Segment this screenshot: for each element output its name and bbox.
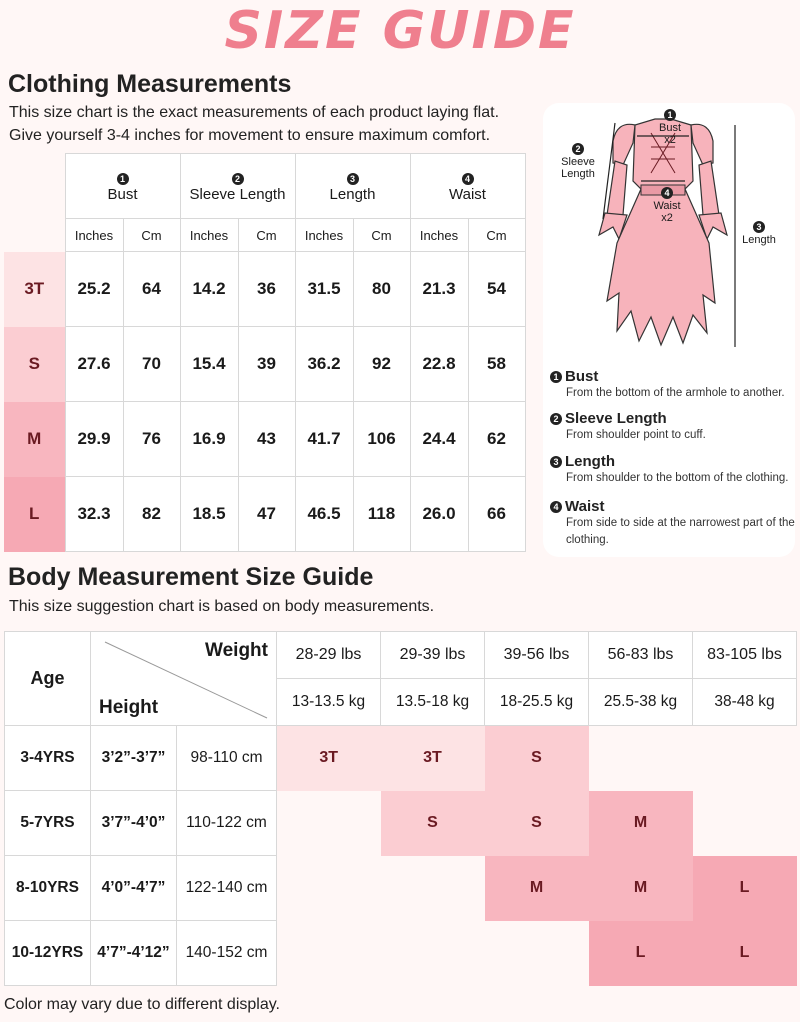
length-diagram-label [738, 221, 780, 246]
number-badge: 1 [117, 173, 129, 185]
table-cell: 64 [123, 252, 180, 327]
table-cell: 106 [353, 402, 410, 477]
table-row [4, 477, 525, 552]
age-cell: 8-10YRS [5, 856, 91, 921]
waist-x2-text: x2 [661, 212, 673, 224]
clothing-heading: Clothing Measurements [8, 70, 292, 98]
table-cell: 41.7 [295, 402, 353, 477]
weight-kg: 13.5-18 kg [381, 679, 485, 726]
size-label: S [4, 327, 65, 402]
size-cell: S [485, 791, 589, 856]
size-label: L [4, 477, 65, 552]
table-cell: 32.3 [65, 477, 123, 552]
number-badge: 3 [347, 173, 359, 185]
body-measurement-table [4, 631, 797, 986]
height-cm-cell: 98-110 cm [177, 726, 277, 791]
size-cell [693, 726, 797, 791]
table-cell: 16.9 [180, 402, 238, 477]
size-cell [277, 791, 381, 856]
legend-desc: From side to side at the narrowest part of the clothing. [566, 517, 795, 546]
col-label: Sleeve Length [189, 186, 286, 203]
weight-kg: 38-48 kg [693, 679, 797, 726]
table-cell: 80 [353, 252, 410, 327]
legend-title: Waist [565, 498, 605, 515]
age-cell: 10-12YRS [5, 921, 91, 986]
col-header-sleeve [180, 154, 295, 219]
unit-cm: Cm [353, 219, 410, 252]
age-header: Age [5, 632, 91, 726]
height-cm-cell: 110-122 cm [177, 791, 277, 856]
table-row [5, 726, 797, 791]
unit-inches: Inches [410, 219, 468, 252]
body-desc: This size suggestion chart is based on body measurements. [9, 598, 435, 615]
waist-text: Waist [653, 200, 681, 212]
size-cell: 3T [277, 726, 381, 791]
table-cell: 25.2 [65, 252, 123, 327]
table-row [4, 402, 525, 477]
size-cell: S [381, 791, 485, 856]
table-row [5, 921, 797, 986]
number-badge: 3 [550, 456, 562, 468]
number-badge: 4 [550, 501, 562, 513]
table-cell: 31.5 [295, 252, 353, 327]
table-cell: 36 [238, 252, 295, 327]
legend-desc: From the bottom of the armhole to another. [566, 387, 785, 399]
number-badge: 4 [462, 173, 474, 185]
weight-kg: 13-13.5 kg [277, 679, 381, 726]
size-label: 3T [4, 252, 65, 327]
table-cell: 22.8 [410, 327, 468, 402]
sleeve-diagram-label [556, 143, 600, 180]
weight-lbs: 39-56 lbs [485, 632, 589, 679]
number-badge: 2 [550, 413, 562, 425]
unit-cm: Cm [468, 219, 525, 252]
bust-text: Bust [659, 122, 682, 134]
size-cell: S [485, 726, 589, 791]
size-cell: L [693, 856, 797, 921]
table-cell: 21.3 [410, 252, 468, 327]
col-label: Waist [449, 186, 486, 203]
col-label: Bust [107, 186, 138, 203]
unit-cm: Cm [238, 219, 295, 252]
weight-kg: 18-25.5 kg [485, 679, 589, 726]
table-cell: 54 [468, 252, 525, 327]
legend-desc: From shoulder point to cuff. [566, 429, 706, 441]
legend-item-length [550, 453, 796, 487]
table-cell: 14.2 [180, 252, 238, 327]
age-cell: 3-4YRS [5, 726, 91, 791]
height-ft-cell: 3’2”-3’7” [91, 726, 177, 791]
table-corner [4, 219, 65, 252]
size-label: M [4, 402, 65, 477]
legend-title: Sleeve Length [565, 410, 667, 427]
unit-inches: Inches [65, 219, 123, 252]
size-cell: M [485, 856, 589, 921]
weight-lbs: 29-39 lbs [381, 632, 485, 679]
table-cell: 27.6 [65, 327, 123, 402]
color-disclaimer: Color may vary due to different display. [4, 996, 280, 1013]
table-row [4, 327, 525, 402]
table-cell: 29.9 [65, 402, 123, 477]
table-cell: 62 [468, 402, 525, 477]
height-ft-cell: 4’7”-4’12” [91, 921, 177, 986]
sleeve-text-1: Sleeve [561, 156, 595, 168]
height-label: Height [99, 697, 159, 718]
height-cm-cell: 122-140 cm [177, 856, 277, 921]
table-cell: 18.5 [180, 477, 238, 552]
col-header-length [295, 154, 410, 219]
weight-kg: 25.5-38 kg [589, 679, 693, 726]
col-header-waist [410, 154, 525, 219]
weight-label: Weight [205, 640, 268, 661]
page-title: SIZE GUIDE [224, 1, 576, 61]
table-cell: 43 [238, 402, 295, 477]
body-heading: Body Measurement Size Guide [8, 563, 374, 591]
size-cell: 3T [381, 726, 485, 791]
sleeve-text-2: Length [561, 168, 595, 180]
size-cell [485, 921, 589, 986]
size-cell [381, 921, 485, 986]
dress-icon [599, 119, 727, 345]
table-cell: 36.2 [295, 327, 353, 402]
table-cell: 92 [353, 327, 410, 402]
legend-item-sleeve [550, 410, 796, 444]
number-badge: 2 [232, 173, 244, 185]
table-cell: 47 [238, 477, 295, 552]
waist-diagram-label [648, 187, 686, 224]
size-cell: L [589, 921, 693, 986]
table-cell: 118 [353, 477, 410, 552]
weight-lbs: 83-105 lbs [693, 632, 797, 679]
number-badge: 4 [661, 187, 673, 199]
age-cell: 5-7YRS [5, 791, 91, 856]
legend-desc: From shoulder to the bottom of the clothing. [566, 472, 789, 484]
size-cell: M [589, 856, 693, 921]
size-cell [693, 791, 797, 856]
table-corner [4, 154, 65, 219]
table-cell: 26.0 [410, 477, 468, 552]
weight-height-header [91, 632, 277, 726]
clothing-desc-2: Give yourself 3-4 inches for movement to ensure maximum comfort. [9, 127, 491, 144]
table-cell: 15.4 [180, 327, 238, 402]
length-text: Length [742, 234, 776, 246]
bust-diagram-label [659, 109, 681, 146]
legend-title: Length [565, 453, 615, 470]
height-ft-cell: 4’0”-4’7” [91, 856, 177, 921]
table-cell: 70 [123, 327, 180, 402]
legend-title: Bust [565, 368, 599, 385]
bust-x2-text: x2 [664, 134, 676, 146]
table-cell: 66 [468, 477, 525, 552]
size-cell [277, 856, 381, 921]
size-cell: L [693, 921, 797, 986]
unit-inches: Inches [180, 219, 238, 252]
table-cell: 46.5 [295, 477, 353, 552]
table-row [5, 856, 797, 921]
table-row [5, 791, 797, 856]
size-cell [589, 726, 693, 791]
legend-item-bust [550, 368, 796, 402]
legend-item-waist [550, 498, 796, 549]
col-header-bust [65, 154, 180, 219]
weight-lbs: 56-83 lbs [589, 632, 693, 679]
unit-cm: Cm [123, 219, 180, 252]
table-cell: 58 [468, 327, 525, 402]
table-cell: 39 [238, 327, 295, 402]
number-badge: 2 [572, 143, 584, 155]
size-cell [381, 856, 485, 921]
weight-lbs: 28-29 lbs [277, 632, 381, 679]
col-label: Length [329, 186, 376, 203]
clothing-desc-1: This size chart is the exact measurements of each product laying flat. [9, 104, 500, 121]
table-cell: 76 [123, 402, 180, 477]
table-row [4, 252, 525, 327]
clothing-measurements-table [4, 153, 526, 552]
size-cell [277, 921, 381, 986]
unit-inches: Inches [295, 219, 353, 252]
size-cell: M [589, 791, 693, 856]
number-badge: 3 [753, 221, 765, 233]
table-cell: 24.4 [410, 402, 468, 477]
height-ft-cell: 3’7”-4’0” [91, 791, 177, 856]
number-badge: 1 [664, 109, 676, 121]
table-cell: 82 [123, 477, 180, 552]
height-cm-cell: 140-152 cm [177, 921, 277, 986]
number-badge: 1 [550, 371, 562, 383]
